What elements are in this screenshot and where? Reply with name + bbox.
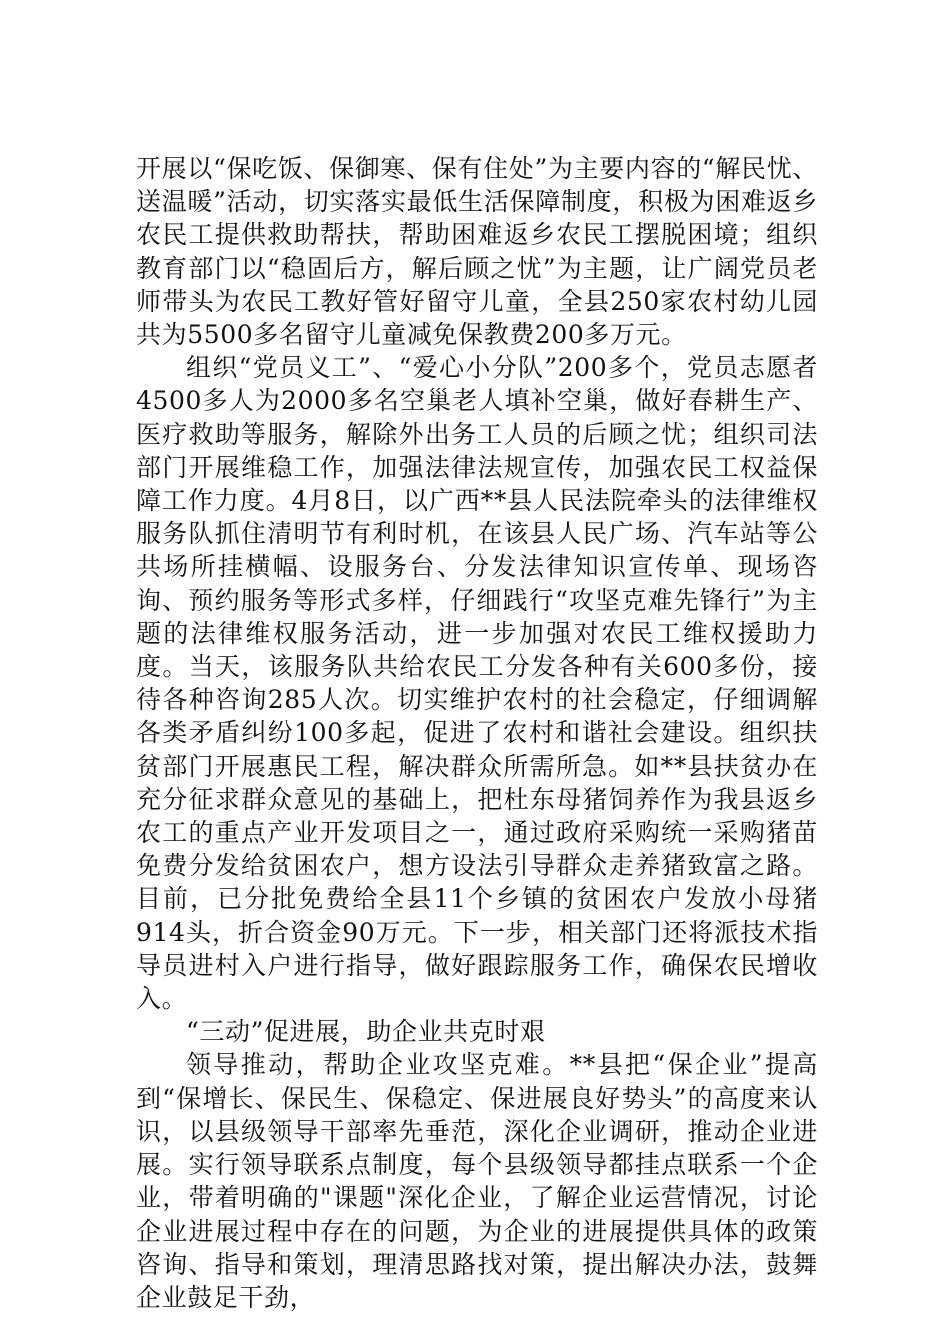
document-body <box>136 152 818 1314</box>
paragraph-leadership-promotion: 领导推动，帮助企业攻坚克难。**县把“保企业”提高到“保增长、保民生、保稳定、保进展良好势头”的高度来认识，以县级领导干部率先垂范，深化企业调研，推动企业进展。实行领导联系点制度，每个县级领导都挂点联系一个企业，带着明确的"课题"深化企业，了解企业运营情况，讨论企业进展过程中存在的问题，为企业的进展提供具体的政策咨询、指导和策划，理清思路找对策，提出解决办法，鼓舞企业鼓足干劲， <box>136 1050 818 1312</box>
paragraph-volunteer-services: 组织“党员义工”、“爱心小分队”200多个，党员志愿者4500多人为2000多名空巢老人填补空巢，做好春耕生产、医疗救助等服务，解除外出务工人员的后顾之忧；组织司法部门开展维稳工作，加强法律法规宣传，加强农民工权益保障工作力度。4月8日，以广西**县人民法院牵头的法律维权服务队抓住清明节有利时机，在该县人民广场、汽车站等公共场所挂横幅、设服务台、分发法律知识宣传单、现场咨询、预约服务等形式多样，仔细践行“攻坚克难先锋行”为主题的法律维权服务活动，进一步加强对农民工维权援助力度。当天，该服务队共给农民工分发各种有关600多份，接待各种咨询285人次。切实维护农村的社会稳定，仔细调解各类矛盾纠纷100多起，促进了农村和谐社会建设。组织扶贫部门开展惠民工程，解决群众所需所急。如**县扶贫办在充分征求群众意见的基础上，把杜东母猪饲养作为我县返乡农工的重点产业开发项目之一，通过政府采购统一采购猪苗免费分发给贫困农户，想方设法引导群众走养猪致富之路。目前，已分批免费给全县11个乡镇的贫困农户发放小母猪914头，折合资金90万元。下一步，相关部门还将派技术指导员进村入户进行指导，做好跟踪服务工作，确保农民增收入。 <box>136 353 818 1014</box>
paragraph-relief-activities: 开展以“保吃饭、保御寒、保有住处”为主要内容的“解民忧、送温暖”活动，切实落实最低生活保障制度，积极为困难返乡农民工提供救助帮扶，帮助困难返乡农民工摆脱困境；组织教育部门以“稳固后方，解后顾之忧”为主题，让广阔党员老师带头为农民工教好管好留守儿童，全县250家农村幼儿园共为5500多名留守儿童减免保教费200多万元。 <box>136 154 818 350</box>
section-heading-three-actions: “三动”促进展，助企业共克时艰 <box>186 1017 546 1047</box>
